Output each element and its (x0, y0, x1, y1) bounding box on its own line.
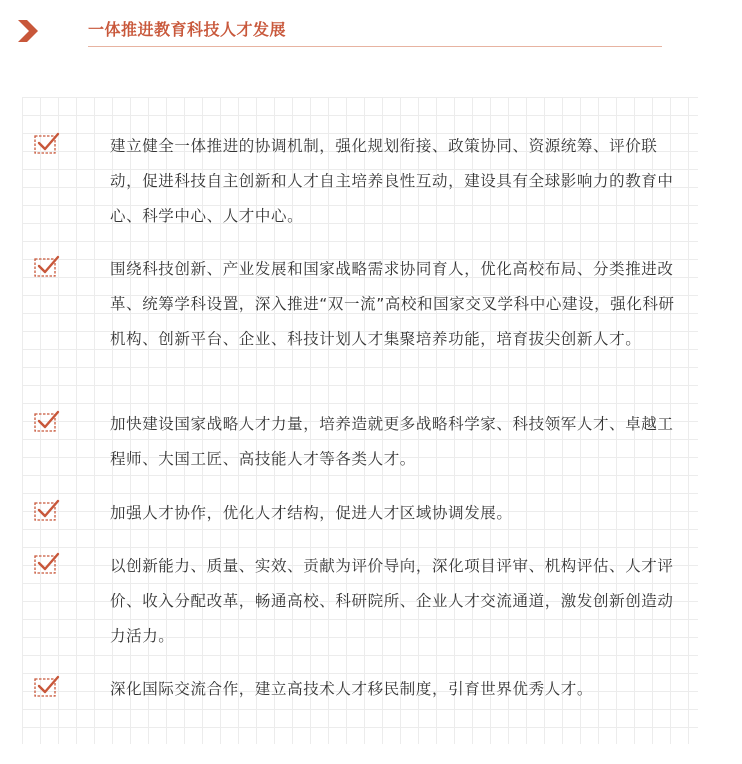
list-item-text: 围绕科技创新、产业发展和国家战略需求协同育人，优化高校布局、分类推进改革、统筹学科设置，深入推进“双一流”高校和国家交叉学科中心建设，强化科研机构、创新平台、企业、科技计划人才集聚培养功能，培育拔尖创新人才。 (110, 260, 675, 348)
checkbox-checked-icon (34, 132, 60, 154)
checkbox-checked-icon (34, 255, 60, 277)
checkbox-checked-icon (34, 552, 60, 574)
checkbox-checked-icon (34, 410, 60, 432)
checkbox-checked-icon (34, 675, 60, 697)
checkbox-checked-icon (34, 499, 60, 521)
list-item-text: 建立健全一体推进的协调机制，强化规划衔接、政策协同、资源统筹、评价联动，促进科技自主创新和人才自主培养良性互动，建设具有全球影响力的教育中心、科学中心、人才中心。 (110, 137, 674, 225)
section-header (0, 0, 742, 60)
chevron-right-icon (18, 20, 40, 42)
list-item-text: 加快建设国家战略人才力量，培养造就更多战略科学家、科技领军人才、卓越工程师、大国工匠、高技能人才等各类人才。 (110, 415, 674, 468)
list-item-text: 加强人才协作，优化人才结构，促进人才区域协调发展。 (110, 504, 513, 522)
list-item-text: 深化国际交流合作，建立高技术人才移民制度，引育世界优秀人才。 (110, 680, 594, 698)
section-title: 一体推进教育科技人才发展 (88, 20, 287, 39)
list-item-text: 以创新能力、质量、实效、贡献为评价导向，深化项目评审、机构评估、人才评价、收入分配改革，畅通高校、科研院所、企业人才交流通道，激发创新创造动力活力。 (110, 557, 674, 645)
title-underline (88, 46, 662, 47)
